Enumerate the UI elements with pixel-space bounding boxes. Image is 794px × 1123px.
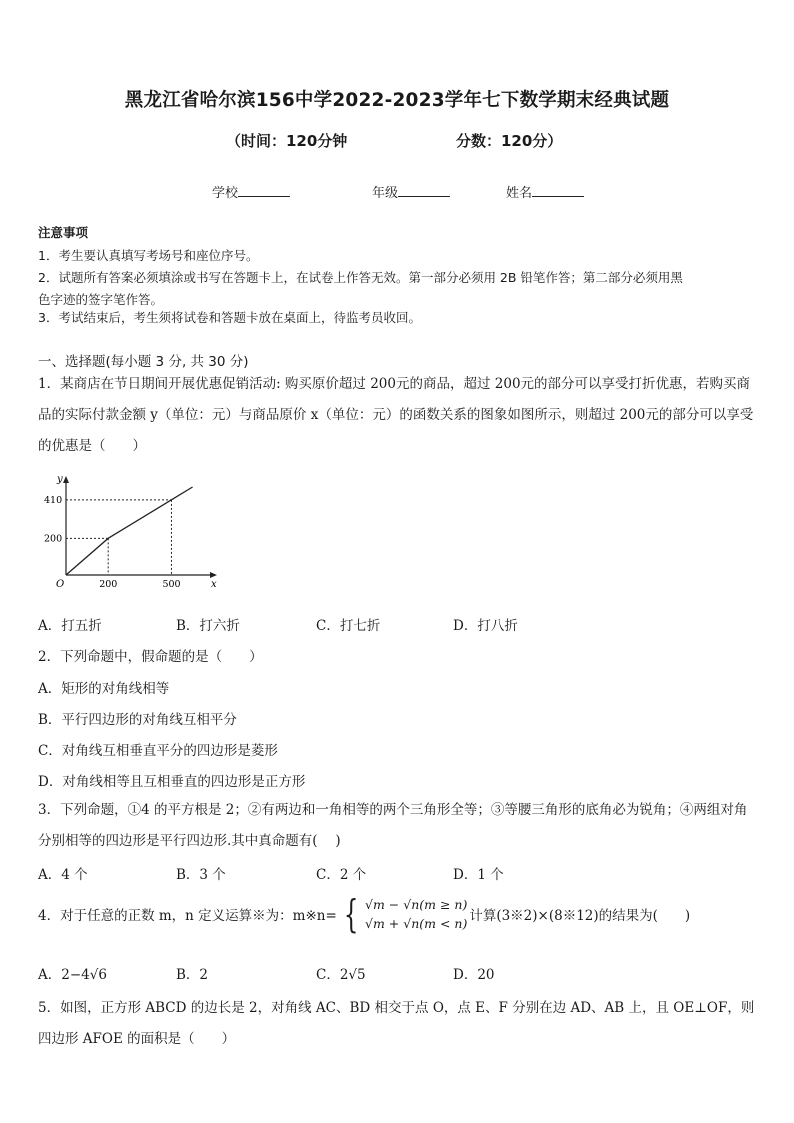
q2-option-c[interactable]: C．对角线互相垂直平分的四边形是菱形	[38, 743, 278, 759]
q4-prefix: 4．对于任意的正数 m，n 定义运算※为：m※n=	[38, 908, 337, 924]
question-1-stem: 1．某商店在节日期间开展优惠促销活动: 购买原价超过 200元的商品，超过 200元的部分可以享受打折优惠，若购买商品的实际付款金额 y（单位：元）与商品原价 x（单位：元）的函数关系的图象如图所示，则超过 200元的部分可以享受的优惠是（ ）	[38, 376, 754, 454]
school-blank[interactable]	[238, 184, 290, 197]
notice-item: 2．试题所有答案必须填涂或书写在答题卡上，在试卷上作答无效。第一部分必须用 2B 铅笔作答；第二部分必须用黑	[38, 270, 683, 285]
q2-option-b[interactable]: B．平行四边形的对角线互相平分	[38, 712, 237, 728]
page-title: 黑龙江省哈尔滨156中学2022-2023学年七下数学期末经典试题	[124, 90, 670, 111]
brace-symbol: {	[343, 892, 359, 936]
q4-case-1: √m − √n(m ≥ n)	[364, 897, 468, 912]
q3-option-d[interactable]: D．1 个	[453, 867, 504, 883]
name-label: 姓名	[506, 186, 533, 201]
question-3-stem: 3．下列命题，①4 的平方根是 2；②有两边和一角相等的两个三角形全等；③等腰三角形的底角必为锐角；④两组对角分别相等的四边形是平行四边形.其中真命题有( )	[38, 802, 748, 849]
function-graph	[36, 472, 216, 602]
exam-time: （时间：120分钟	[226, 132, 348, 150]
x-axis-arrow	[210, 572, 217, 578]
x-axis-label: x	[211, 579, 217, 590]
series-line	[66, 487, 193, 575]
q3-option-b[interactable]: B．3 个	[176, 867, 226, 883]
notice-item: 色字迹的签字笔作答。	[38, 292, 164, 307]
question-2-stem: 2．下列命题中，假命题的是（ ）	[38, 649, 263, 665]
q4-option-c[interactable]: C．2√5	[316, 967, 366, 983]
grade-field	[372, 182, 450, 201]
school-label: 学校	[212, 186, 239, 201]
q1-option-c[interactable]: C．打七折	[316, 618, 381, 634]
q4-option-d[interactable]: D．20	[453, 967, 495, 983]
section-title: 一、选择题(每小题 3 分, 共 30 分)	[38, 354, 249, 370]
origin-label: O	[56, 579, 65, 590]
q4-option-b[interactable]: B．2	[176, 967, 209, 983]
q4-case-2: √m + √n(m < n)	[364, 916, 468, 931]
q1-option-b[interactable]: B．打六折	[176, 618, 240, 634]
q2-option-a[interactable]: A．矩形的对角线相等	[38, 681, 170, 697]
notice-item: 3．考试结束后，考生须将试卷和答题卡放在桌面上，待监考员收回。	[38, 310, 421, 325]
q1-option-d[interactable]: D．打八折	[453, 618, 518, 634]
question-5-stem: 5．如图，正方形 ABCD 的边长是 2，对角线 AC、BD 相交于点 O，点 E、F 分别在边 AD、AB 上，且 OE⊥OF，则四边形 AFOE 的面积是（ ）	[38, 1000, 755, 1047]
q3-option-c[interactable]: C．2 个	[316, 867, 367, 883]
y-tick-label: 200	[44, 533, 63, 545]
x-tick-label: 500	[162, 579, 181, 590]
school-field	[212, 182, 290, 201]
notice-item: 1．考生要认真填写考场号和座位序号。	[38, 248, 259, 263]
q4-option-a[interactable]: A．2−4√6	[38, 967, 107, 983]
name-field	[506, 182, 584, 201]
x-tick-label: 200	[99, 579, 118, 590]
q4-piecewise-formula	[337, 892, 468, 936]
q2-option-d[interactable]: D．对角线相等且互相垂直的四边形是正方形	[38, 774, 306, 790]
y-tick-label: 410	[44, 494, 63, 506]
grade-blank[interactable]	[398, 184, 450, 197]
y-axis-arrow	[63, 476, 69, 483]
q4-suffix: 计算(3※2)×(8※12)的结果为( )	[469, 908, 691, 924]
exam-score: 分数：120分）	[456, 132, 563, 150]
name-blank[interactable]	[532, 184, 584, 197]
q1-option-a[interactable]: A．打五折	[38, 618, 102, 634]
notice-heading: 注意事项	[38, 225, 89, 240]
q3-option-a[interactable]: A．4 个	[38, 867, 88, 883]
grade-label: 年级	[372, 186, 399, 201]
y-axis-label: y	[57, 474, 63, 485]
question-4-stem	[38, 892, 691, 936]
